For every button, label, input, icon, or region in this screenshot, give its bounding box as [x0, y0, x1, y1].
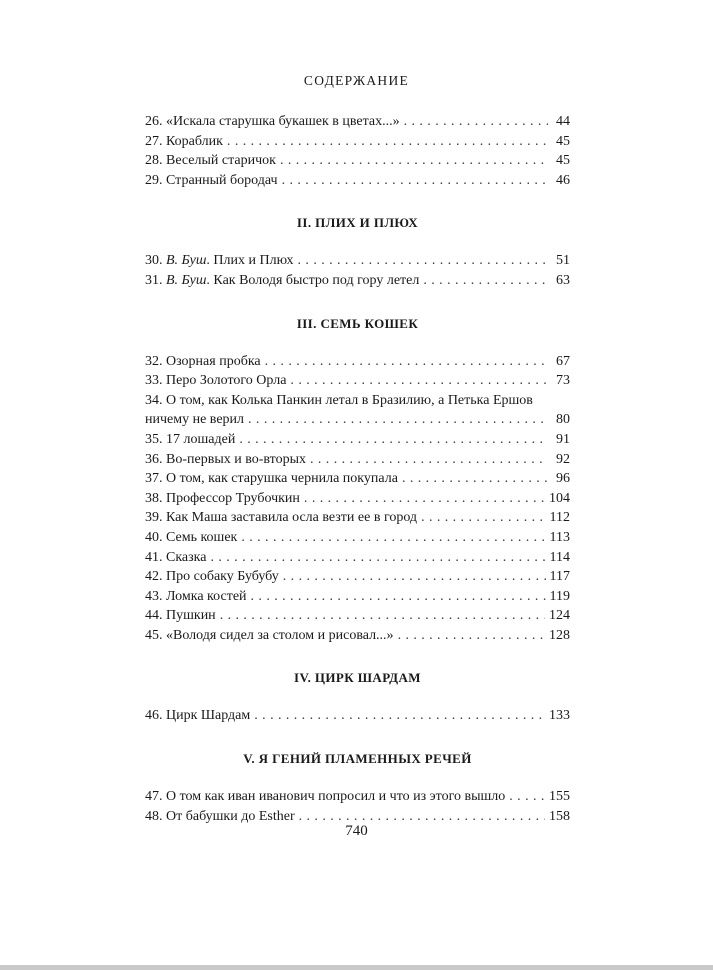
toc-entry: 31. В. Буш. Как Володя быстро под гору летел ..... 63	[145, 271, 570, 291]
toc-entry: 32. Озорная пробка ..... 67	[145, 352, 570, 372]
toc-entry: 47. О том как иван иванович попросил и что из этого вышло ..... 155	[145, 787, 570, 807]
bottom-divider	[0, 965, 713, 970]
toc-entry: 38. Профессор Трубочкин ..... 104	[145, 489, 570, 509]
page-number: 740	[345, 823, 368, 839]
toc-entry: 29. Странный бородач ..... 46	[145, 171, 570, 191]
section-heading: V. Я ГЕНИЙ ПЛАМЕННЫХ РЕЧЕЙ	[243, 751, 472, 767]
running-header: СОДЕРЖАНИЕ	[303, 73, 410, 88]
toc-entry: 42. Про собаку Бубубу ..... 117	[145, 567, 570, 587]
toc-entry: 41. Сказка ..... 114	[145, 548, 570, 568]
toc-entry: 46. Цирк Шардам ..... 133	[145, 706, 570, 726]
toc-entry: 30. В. Буш. Плих и Плюх ..... 51	[145, 251, 570, 271]
toc-entry: 48. От бабушки до Esther ..... 158	[145, 807, 570, 827]
toc-entry: 35. 17 лошадей ..... 91	[145, 430, 570, 450]
toc-entry: 36. Во-первых и во-вторых ..... 92	[145, 450, 570, 470]
section-heading: III. СЕМЬ КОШЕК	[296, 315, 419, 331]
toc-entry: 43. Ломка костей ..... 119	[145, 587, 570, 607]
toc-entry: 33. Перо Золотого Орла ..... 73	[145, 371, 570, 391]
toc-entry: 37. О том, как старушка чернила покупала ..... 96	[145, 469, 570, 489]
toc-entry: 44. Пушкин ..... 124	[145, 606, 570, 626]
toc-entry: 34. О том, как Колька Панкин летал в Бразилию, а Петька Ершов ничему не верил ..... 80	[145, 391, 570, 430]
toc-entry: 45. «Володя сидел за столом и рисовал...» ..... 128	[145, 626, 570, 646]
toc-entry: 27. Кораблик ..... 45	[145, 132, 570, 152]
toc-entry: 28. Веселый старичок ..... 45	[145, 151, 570, 171]
section-heading: IV. ЦИРК ШАРДАМ	[294, 670, 421, 686]
table-of-contents	[145, 112, 570, 826]
toc-entry: 26. «Искала старушка букашек в цветах...» ..... 44	[145, 112, 570, 132]
section-heading: II. ПЛИХ И ПЛЮХ	[296, 215, 419, 231]
toc-entry: 40. Семь кошек ..... 113	[145, 528, 570, 548]
toc-entry: 39. Как Маша заставила осла везти ее в город ..... 112	[145, 508, 570, 528]
